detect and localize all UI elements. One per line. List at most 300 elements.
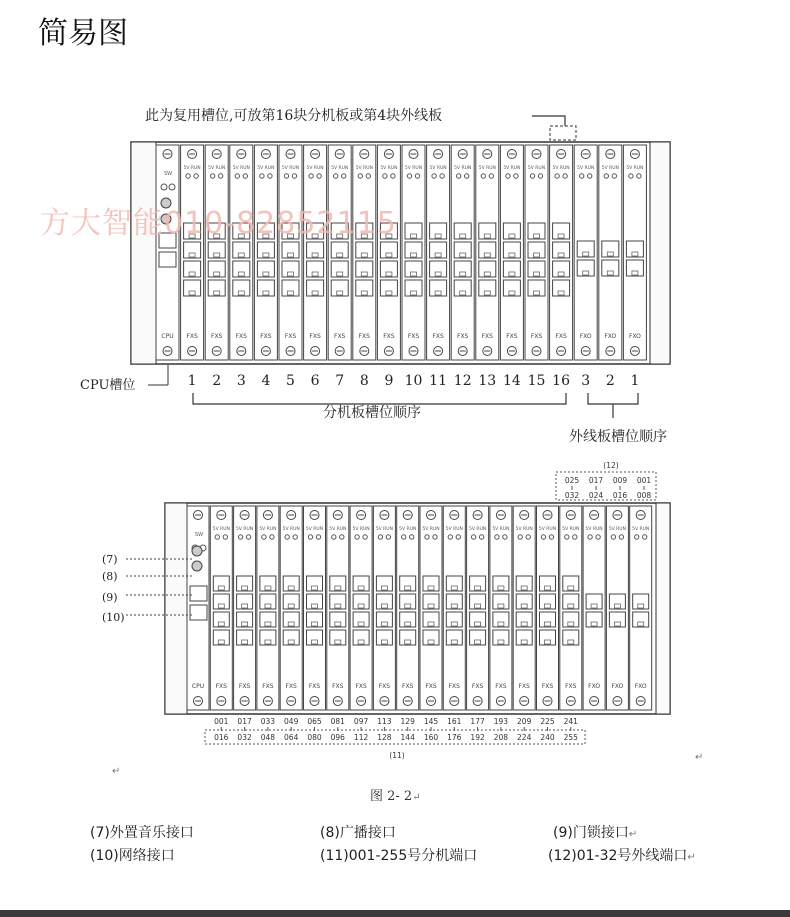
fxs-card: [451, 145, 474, 360]
fxs-card: [427, 145, 450, 360]
ext-range-start: 209: [517, 717, 532, 726]
port-latch: [509, 291, 515, 295]
fxs-card: [420, 506, 442, 710]
card-type-label: FXO: [579, 333, 592, 340]
fxs-card: [467, 506, 489, 710]
port-latch: [632, 252, 638, 256]
cpu-switch-label: SW: [163, 171, 173, 177]
port-latch: [545, 622, 551, 626]
callout-label: (7): [102, 553, 118, 566]
port-latch: [411, 272, 417, 276]
led-icon: [604, 174, 608, 178]
fxs-card: [304, 506, 326, 710]
port-latch: [411, 234, 417, 238]
ext-slot-number: 7: [335, 373, 345, 389]
callout-label: (10): [102, 611, 125, 624]
led-icon: [573, 535, 577, 539]
led-icon: [383, 174, 387, 178]
trunk-order-label: 外线板槽位顺序: [569, 429, 667, 445]
port-latch: [460, 291, 466, 295]
port-latch: [558, 291, 564, 295]
ext-range-start: 017: [237, 717, 252, 726]
card-type-label: FXS: [215, 683, 227, 690]
port-latch: [335, 640, 341, 644]
fxo-card: [606, 506, 628, 710]
led-icon: [588, 535, 592, 539]
fxo-card: [599, 145, 622, 360]
led-label: 5V RUN: [282, 527, 300, 532]
trunk-range-start: 001: [636, 476, 652, 485]
card-type-label: FXS: [308, 683, 321, 690]
ext-slot-number: 4: [261, 373, 271, 389]
trunk-range-start: 017: [588, 476, 604, 485]
card-type-label: FXS: [481, 333, 493, 340]
port-latch: [242, 640, 248, 644]
card-type-label: FXS: [457, 333, 469, 340]
port-latch: [509, 253, 515, 257]
rj45-port-icon: [159, 252, 176, 267]
led-icon: [635, 535, 639, 539]
port-latch: [238, 291, 244, 295]
ext-range-end: 112: [353, 733, 369, 742]
fxs-card: [328, 145, 351, 360]
ext-slot-number: 12: [453, 373, 472, 389]
audio-jack-icon: [192, 561, 202, 571]
port-latch: [435, 291, 441, 295]
card-type-label: FXS: [211, 333, 223, 340]
port-latch: [381, 640, 387, 644]
ext-slot-number: 1: [187, 373, 197, 389]
port-latch: [263, 291, 269, 295]
port-latch: [214, 291, 220, 295]
fxs-card: [377, 145, 400, 360]
ext-range-start: 225: [540, 717, 555, 726]
port-latch: [358, 640, 364, 644]
port-latch: [568, 586, 574, 590]
led-label: 5V RUN: [259, 527, 277, 532]
port-latch: [218, 640, 224, 644]
port-latch: [475, 622, 481, 626]
port-latch: [214, 272, 220, 276]
led-icon: [317, 174, 321, 178]
port-latch: [312, 640, 318, 644]
led-icon: [506, 174, 510, 178]
port-latch: [238, 253, 244, 257]
ext-slot-number: 11: [429, 373, 448, 389]
ext-range-end: 160: [423, 733, 439, 742]
bottom-rule: [0, 910, 790, 917]
ext-range-start: 129: [400, 717, 415, 726]
card-type-label: FXS: [495, 683, 507, 690]
led-icon: [565, 535, 569, 539]
fxs-card: [234, 506, 256, 710]
card-type-label: FXS: [260, 333, 272, 340]
port-latch: [189, 291, 195, 295]
led-icon: [292, 174, 296, 178]
port-latch: [475, 640, 481, 644]
fxs-card: [254, 145, 277, 360]
card-type-label: FXS: [378, 683, 391, 690]
fxo-card: [583, 506, 605, 710]
led-icon: [243, 174, 247, 178]
led-label: 5V RUN: [626, 166, 644, 171]
chassis-right-ear: [650, 142, 670, 364]
ext-range-end: 176: [447, 733, 462, 742]
port-latch: [568, 640, 574, 644]
port-latch: [411, 291, 417, 295]
port-latch: [386, 272, 392, 276]
led-label: 5V RUN: [608, 527, 626, 532]
fxs-card: [476, 145, 499, 360]
ext-range-start: 049: [284, 717, 299, 726]
led-icon: [580, 174, 584, 178]
ext-range-end: 255: [563, 733, 578, 742]
led-icon: [391, 174, 395, 178]
ext-slot-number: 16: [552, 373, 571, 389]
group-label-11: (11): [389, 751, 405, 760]
port-latch: [428, 622, 434, 626]
led-label: 5V RUN: [352, 527, 370, 532]
port-latch: [591, 622, 597, 626]
card-type-label: FXS: [238, 683, 251, 690]
port-latch: [288, 272, 294, 276]
port-latch: [451, 586, 457, 590]
fxs-card: [402, 145, 425, 360]
ext-range-start: 241: [563, 717, 578, 726]
fxo-card: [574, 145, 597, 360]
led-label: 5V RUN: [281, 166, 300, 171]
led-label: 5V RUN: [380, 166, 398, 171]
ext-range-start: 145: [423, 717, 439, 726]
port-latch: [189, 253, 195, 257]
port-latch: [521, 622, 527, 626]
port-latch: [288, 291, 294, 295]
led-label: 5V RUN: [232, 166, 250, 171]
led-icon: [432, 174, 436, 178]
port-latch: [614, 604, 620, 608]
reuse-slot-note: 此为复用槽位,可放第16块分机板或第4块外线板: [145, 108, 443, 124]
port-latch: [534, 291, 540, 295]
port-latch: [428, 586, 434, 590]
port-latch: [337, 253, 343, 257]
chassis-right-ear: [656, 503, 670, 714]
fxs-card: [257, 506, 279, 710]
led-icon: [308, 535, 312, 539]
led-icon: [596, 535, 600, 539]
legend-item-12: (12)01-32号外线端口↵: [548, 848, 696, 864]
trunk-range-start: 009: [612, 476, 628, 485]
led-icon: [549, 535, 553, 539]
fxs-card: [279, 145, 302, 360]
led-label: 5V RUN: [577, 166, 595, 171]
trunk-slot-bracket: [588, 393, 638, 404]
ext-range-start: 177: [470, 717, 485, 726]
port-latch: [435, 234, 441, 238]
led-label: 5V RUN: [469, 527, 487, 532]
led-label: 5V RUN: [183, 166, 201, 171]
led-label: 5V RUN: [375, 527, 393, 532]
chassis-left-ear: [165, 503, 187, 714]
led-label: 5V RUN: [329, 527, 347, 532]
card-type-label: FXS: [425, 683, 437, 690]
led-icon: [555, 174, 559, 178]
port-latch: [484, 291, 490, 295]
port-latch: [312, 604, 318, 608]
port-latch: [460, 234, 466, 238]
port-latch: [591, 604, 597, 608]
port-latch: [521, 586, 527, 590]
led-label: 5V RUN: [306, 166, 324, 171]
led-icon: [334, 174, 338, 178]
card-type-label: FXS: [530, 333, 543, 340]
port-latch: [451, 640, 457, 644]
port-latch: [509, 234, 515, 238]
port-latch: [411, 253, 417, 257]
port-latch: [568, 622, 574, 626]
fxs-card: [205, 145, 228, 360]
led-icon: [386, 535, 390, 539]
trunk-range-end: 008: [636, 491, 652, 500]
port-latch: [265, 640, 271, 644]
card-type-label: FXS: [402, 683, 414, 690]
port-latch: [358, 622, 364, 626]
trunk-slot-number: 1: [630, 373, 640, 389]
port-latch: [475, 586, 481, 590]
port-latch: [405, 586, 411, 590]
ext-range-end: 224: [517, 733, 532, 742]
led-label: 5V RUN: [331, 166, 349, 171]
led-icon: [611, 535, 615, 539]
led-icon: [410, 535, 414, 539]
led-label: 5V RUN: [562, 527, 580, 532]
card-type-label: FXO: [588, 683, 601, 690]
led-icon: [619, 535, 623, 539]
led-label: 5V RUN: [585, 527, 603, 532]
led-icon: [219, 174, 223, 178]
port-latch: [312, 272, 318, 276]
led-icon: [238, 535, 242, 539]
card-type-label: FXO: [604, 333, 617, 340]
fxs-card: [525, 145, 548, 360]
led-label: 5V RUN: [632, 527, 650, 532]
port-latch: [381, 622, 387, 626]
led-label: 5V RUN: [429, 166, 447, 171]
card-type-label: FXS: [235, 333, 247, 340]
led-icon: [448, 535, 452, 539]
port-latch: [451, 604, 457, 608]
port-latch: [312, 291, 318, 295]
port-latch: [534, 272, 540, 276]
bottom-chassis: [165, 503, 670, 714]
led-icon: [643, 535, 647, 539]
port-latch: [288, 253, 294, 257]
card-type-label: FXS: [285, 683, 297, 690]
ext-range-end: 016: [214, 733, 229, 742]
port-latch: [498, 622, 504, 626]
card-type-label: FXS: [284, 333, 297, 340]
trunk-range-end: 032: [564, 491, 580, 500]
port-latch: [312, 253, 318, 257]
port-latch: [381, 604, 387, 608]
led-icon: [481, 174, 485, 178]
port-latch: [288, 640, 294, 644]
fxo-card: [630, 506, 652, 710]
port-latch: [288, 586, 294, 590]
port-latch: [498, 640, 504, 644]
card-type-label: FXS: [471, 683, 484, 690]
led-label: 5V RUN: [212, 527, 230, 532]
port-latch: [265, 622, 271, 626]
led-label: 5V RUN: [399, 527, 417, 532]
port-latch: [214, 253, 220, 257]
led-icon: [284, 174, 288, 178]
led-label: 5V RUN: [515, 527, 533, 532]
audio-jack-icon: [192, 546, 202, 556]
led-icon: [503, 535, 507, 539]
card-type-label: FXS: [262, 683, 274, 690]
card-type-label: FXS: [358, 333, 370, 340]
port-latch: [218, 604, 224, 608]
card-type-label: FXS: [506, 333, 518, 340]
port-latch: [545, 586, 551, 590]
port-latch: [583, 271, 589, 275]
port-latch: [607, 252, 613, 256]
card-type-label: FXS: [334, 333, 346, 340]
led-icon: [530, 174, 534, 178]
led-icon: [246, 535, 250, 539]
ext-order-label: 分机板槽位顺序: [323, 405, 421, 421]
port-latch: [484, 253, 490, 257]
port-latch: [460, 272, 466, 276]
port-latch: [435, 272, 441, 276]
led-icon: [489, 174, 493, 178]
port-latch: [545, 640, 551, 644]
fxs-card: [350, 506, 372, 710]
ext-range-end: 144: [400, 733, 415, 742]
port-latch: [238, 272, 244, 276]
led-icon: [161, 184, 167, 190]
port-latch: [358, 604, 364, 608]
ext-range-end: 192: [470, 733, 485, 742]
card-type-label: FXS: [309, 333, 321, 340]
legend-item-11: (11)001-255号分机端口: [320, 848, 478, 864]
led-icon: [402, 535, 406, 539]
port-latch: [498, 604, 504, 608]
trunk-range-end: 024: [588, 491, 604, 500]
port-latch: [361, 253, 367, 257]
port-latch: [498, 586, 504, 590]
led-label: 5V RUN: [538, 527, 557, 532]
ext-range-start: 097: [353, 717, 369, 726]
ext-range-end: 096: [330, 733, 345, 742]
led-icon: [293, 535, 297, 539]
port-latch: [405, 640, 411, 644]
led-icon: [612, 174, 616, 178]
led-icon: [456, 535, 460, 539]
trunk-range-start: 025: [564, 476, 580, 485]
led-icon: [262, 535, 266, 539]
card-type-label: FXO: [634, 683, 647, 690]
port-latch: [263, 253, 269, 257]
card-type-label: CPU: [191, 683, 205, 690]
legend-item-8: (8)广播接口: [320, 825, 396, 841]
port-latch: [386, 291, 392, 295]
led-label: 5V RUN: [404, 166, 423, 171]
port-latch: [335, 586, 341, 590]
led-icon: [285, 535, 289, 539]
led-icon: [366, 174, 370, 178]
ext-range-end: 048: [260, 733, 276, 742]
led-icon: [340, 535, 344, 539]
ext-slot-number: 8: [359, 373, 369, 389]
led-label: 5V RUN: [355, 166, 373, 171]
port-latch: [265, 604, 271, 608]
group-label-12: (12): [603, 461, 619, 470]
led-icon: [526, 535, 530, 539]
port-latch: [361, 291, 367, 295]
port-latch: [583, 252, 589, 256]
led-icon: [270, 535, 274, 539]
card-type-label: FXS: [448, 683, 460, 690]
card-type-label: FXS: [432, 333, 444, 340]
port-latch: [242, 586, 248, 590]
reuse-slot-marker: [550, 126, 576, 140]
trunk-slot-number: 2: [605, 373, 615, 389]
ext-range-start: 033: [260, 717, 276, 726]
callout-label: (8): [102, 570, 118, 583]
port-latch: [435, 253, 441, 257]
ext-range-start: 113: [377, 717, 392, 726]
port-latch: [607, 271, 613, 275]
led-label: 5V RUN: [552, 166, 570, 171]
port-latch: [288, 604, 294, 608]
led-icon: [440, 174, 444, 178]
port-latch: [386, 253, 392, 257]
cpu-switch-label: SW: [194, 532, 204, 538]
card-type-label: FXS: [407, 333, 420, 340]
port-latch: [405, 604, 411, 608]
fxs-card: [513, 506, 535, 710]
port-latch: [558, 253, 564, 257]
fxs-card: [397, 506, 419, 710]
led-icon: [541, 535, 545, 539]
led-icon: [194, 174, 198, 178]
fxs-card: [304, 145, 327, 360]
led-icon: [268, 174, 272, 178]
card-type-label: CPU: [161, 333, 174, 340]
port-latch: [558, 272, 564, 276]
rj45-port-icon: [190, 586, 207, 601]
port-latch: [638, 604, 644, 608]
card-type-label: FXS: [555, 333, 567, 340]
port-latch: [568, 604, 574, 608]
port-latch: [288, 622, 294, 626]
port-latch: [638, 622, 644, 626]
port-latch: [484, 272, 490, 276]
card-type-label: FXS: [518, 683, 530, 690]
led-icon: [629, 174, 633, 178]
port-latch: [614, 622, 620, 626]
ext-range-start: 081: [330, 717, 345, 726]
led-icon: [309, 174, 313, 178]
ext-range-end: 080: [307, 733, 322, 742]
port-latch: [218, 586, 224, 590]
ext-range-end: 128: [377, 733, 392, 742]
port-latch: [335, 622, 341, 626]
ext-slot-bracket: [193, 393, 566, 404]
port-latch: [521, 640, 527, 644]
led-icon: [342, 174, 346, 178]
